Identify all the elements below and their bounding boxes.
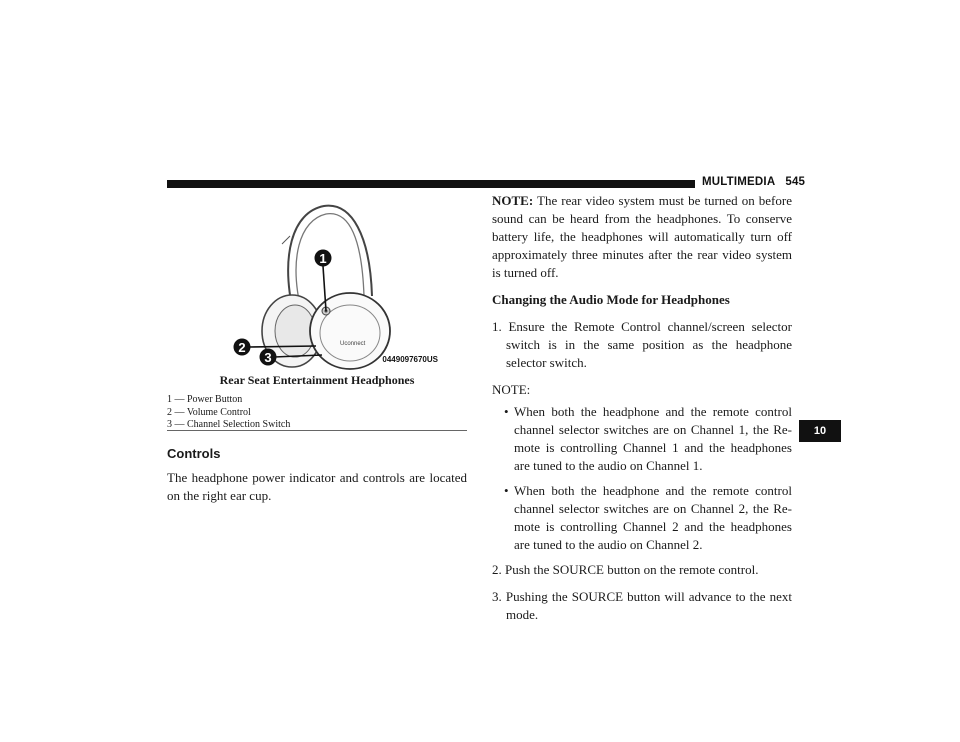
note-label: NOTE: xyxy=(492,193,534,208)
image-code: 0449097670US xyxy=(382,355,438,364)
chapter-tab: 10 xyxy=(799,420,841,442)
note2-label: NOTE: xyxy=(492,382,531,397)
header-rule xyxy=(167,180,695,188)
section-name: MULTIMEDIA xyxy=(702,176,776,188)
figure-legend xyxy=(167,394,467,432)
figure-caption: Rear Seat Entertainment Headphones xyxy=(219,373,415,387)
legend-item-power: 1 — Power Button xyxy=(167,394,243,405)
callout-2: 2 xyxy=(238,340,246,355)
bullet-item xyxy=(492,403,792,475)
note-text: The rear video system must be turned on before sound can be heard from the headphones. To conserve battery life, the headphones will automatically turn off approximately three minutes after the rear video system is turned off. xyxy=(492,193,792,280)
uconnect-logo: Uconnect xyxy=(340,341,366,347)
bullet-text: When both the headphone and the remote control channel selector switches are on Channel 2, the Re-mote is controlling Channel 2 and the headphones are tuned to the audio on Channel 2. xyxy=(514,483,792,552)
bullet-dot: • xyxy=(504,483,509,498)
page-number: 545 xyxy=(785,176,806,188)
bullet-item xyxy=(492,482,792,554)
callout-3: 3 xyxy=(264,350,272,365)
subheading-audio-mode: Changing the Audio Mode for Headphones xyxy=(492,292,730,307)
step-3: 3. Pushing the SOURCE button will advance to the next mode. xyxy=(492,589,792,622)
legend-divider xyxy=(167,430,467,431)
step-2: 2. Push the SOURCE button on the remote control. xyxy=(492,562,759,577)
bullet-dot: • xyxy=(504,404,509,419)
right-column xyxy=(492,192,792,633)
running-header xyxy=(702,176,805,188)
callout-1: 1 xyxy=(319,251,327,266)
legend-item-channel: 3 — Channel Selection Switch xyxy=(167,419,291,430)
bullet-text: When both the headphone and the remote control channel selector switches are on Channel 1, the Re-mote is controlling Channel 1 and the headphones are tuned to the audio on Channel 1. xyxy=(514,404,792,473)
section-title-controls: Controls xyxy=(167,446,221,461)
step-1: 1. Ensure the Remote Control channel/screen selector switch is in the same position as the headphone selector switch. xyxy=(492,319,792,370)
controls-paragraph: The headphone power indicator and controls are located on the right ear cup. xyxy=(167,470,467,503)
note-paragraph xyxy=(492,192,792,282)
headphones-illustration xyxy=(222,196,442,370)
legend-item-volume: 2 — Volume Control xyxy=(167,406,251,418)
